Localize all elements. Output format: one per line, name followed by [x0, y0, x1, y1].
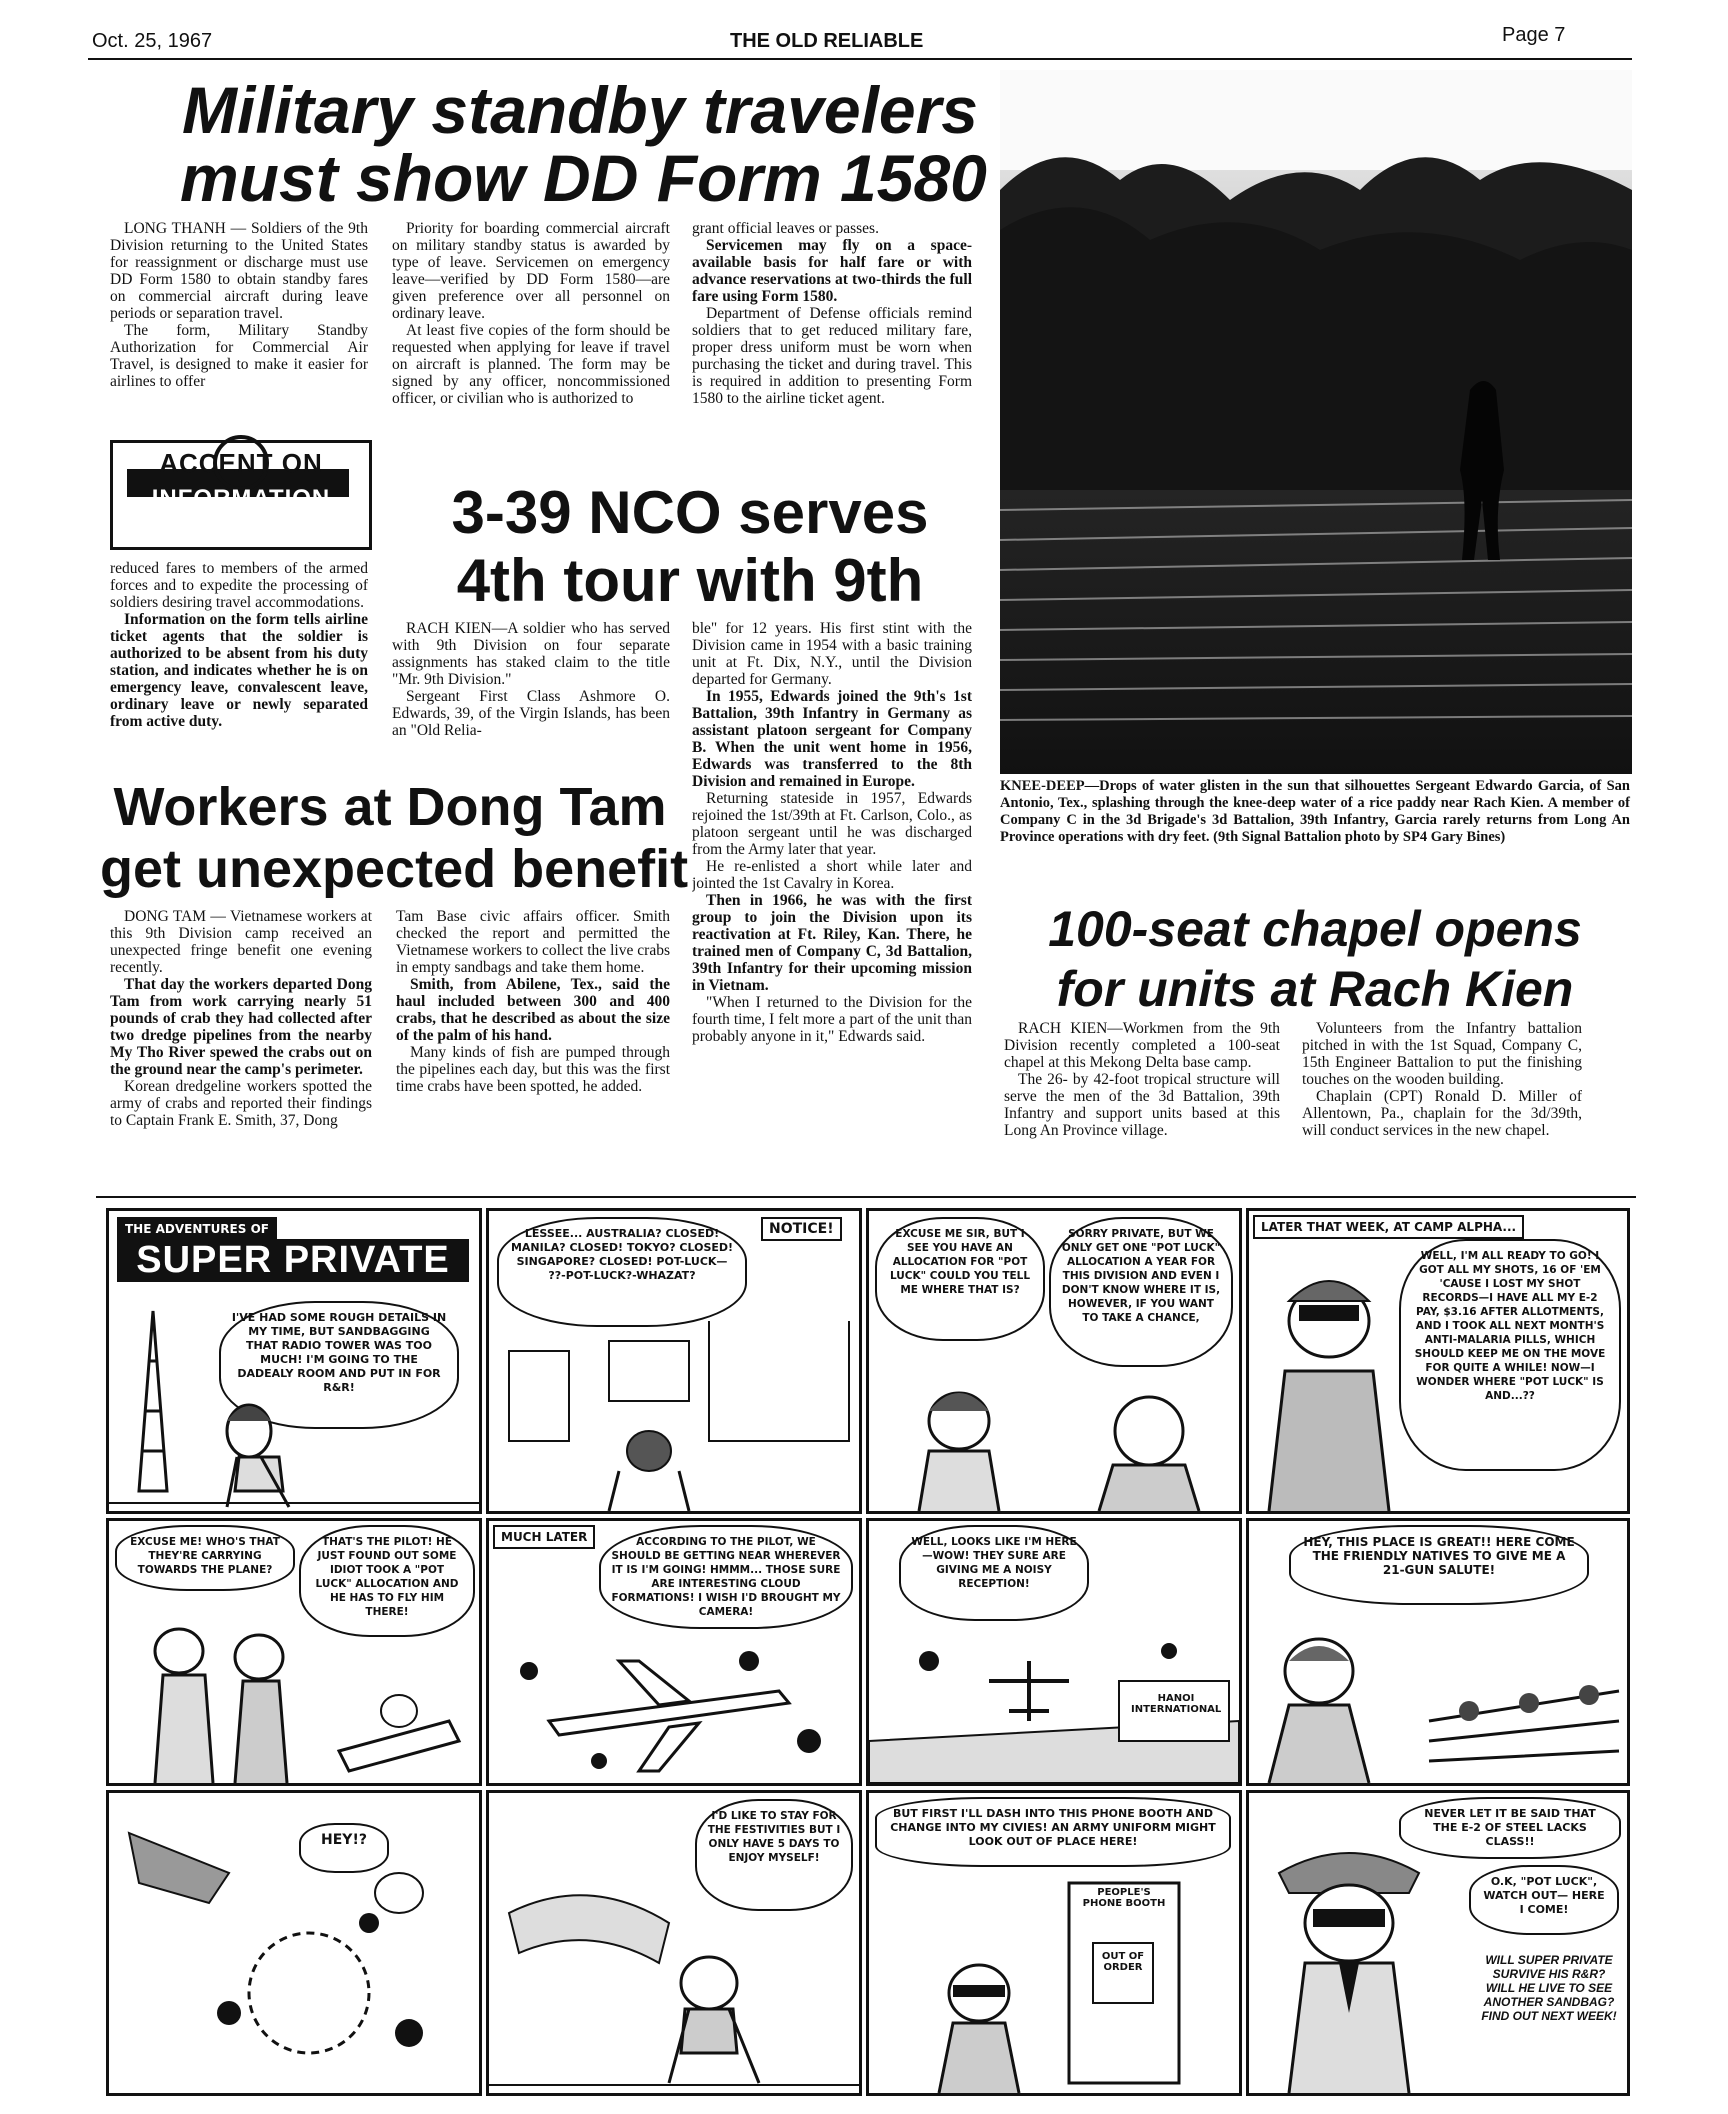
paragraph: Department of Defense officials remind soldiers that to get reduced military fare, proper dress uniform must be worn when purchasing the ticket and during travel. This is required in addition to presenting Form 1580 to the airline ticket agent. — [692, 305, 972, 407]
photo-caption: KNEE-DEEP—Drops of water glisten in the sun that silhouettes Sergeant Edwardo Garcia, of San Antonio, Tex., splashing through the knee-deep water of a rice paddy near Rach Kien. A member of Company C in the 3d Brigade's 3d Battalion, 39th Infantry, Garcia rarely returns from Long An Province operations with dry feet. (9th Signal Battalion photo by SP4 Gary Bines) — [1000, 778, 1630, 845]
speech-bubble: O.K, "POT LUCK", WATCH OUT— HERE I COME! — [1469, 1865, 1619, 1935]
speech-bubble: BUT FIRST I'LL DASH INTO THIS PHONE BOOTH AND CHANGE INTO MY CIVIES! AN ARMY UNIFORM MIGHT LOOK OUT OF PLACE HERE! — [875, 1797, 1231, 1867]
headline-chapel-2: for units at Rach Kien — [1056, 961, 1574, 1017]
soldier-tower-drawing — [109, 1291, 479, 1511]
issue-date: Oct. 25, 1967 — [92, 30, 213, 52]
paragraph: RACH KIEN—Workmen from the 9th Division recently completed a 100-seat chapel at this Mekong Delta base camp. — [1004, 1020, 1280, 1071]
phone-booth-drawing — [869, 1873, 1239, 2093]
headline-nco-2: 4th tour with 9th — [456, 547, 924, 614]
paragraph: Smith, from Abilene, Tex., said the haul included between 300 and 400 crabs, that he described as about the size of the palm of his hand. — [396, 976, 670, 1044]
speech-bubble: HEY!? — [299, 1823, 389, 1873]
paragraph: LONG THANH — Soldiers of the 9th Division returning to the United States for reassignment or discharge must use DD Form 1580 to obtain standby fares on commercial aircraft during leave periods or separation travel. — [110, 220, 368, 322]
phone-booth-sign: PEOPLE'S PHONE BOOTH — [1082, 1887, 1166, 1909]
article-nco-col1 — [392, 620, 670, 768]
paragraph: At least five copies of the form should be requested when applying for leave if travel on aircraft is planned. The form may be signed by any officer, noncommissioned officer, or civilian who is authorized to — [392, 322, 670, 407]
headline-military-standby-1: Military standby travelers — [182, 73, 978, 147]
paragraph: Many kinds of fish are pumped through the pipelines each day, but this was the first time crabs have been spotted, he added. — [396, 1044, 670, 1095]
comic-panel-3 — [866, 1208, 1242, 1514]
running-private-drawing — [489, 1853, 859, 2093]
comic-panel-2 — [486, 1208, 862, 1514]
speech-bubble: SORRY PRIVATE, BUT WE ONLY GET ONE "POT LUCK" ALLOCATION A YEAR FOR THIS DIVISION AND EVEN I DON'T KNOW WHERE IT IS, HOWEVER, IF YOU WANT TO TAKE A CHANCE, — [1049, 1217, 1233, 1367]
speech-bubble: HEY, THIS PLACE IS GREAT!! HERE COME THE FRIENDLY NATIVES TO GIVE ME A 21-GUN SALUTE! — [1289, 1525, 1589, 1605]
headline-chapel-1: 100-seat chapel opens — [1048, 901, 1582, 957]
paragraph: The 26- by 42-foot tropical structure will serve the men of the 3d Battalion, 39th Infantry and support units based at this Long An Province village. — [1004, 1071, 1280, 1139]
article-chapel-col2 — [1302, 1020, 1582, 1190]
paragraph: DONG TAM — Vietnamese workers at this 9th Division camp received an unexpected fringe benefit one evening recently. — [110, 908, 372, 976]
comic-title-small: THE ADVENTURES OF — [117, 1217, 277, 1241]
caption-box: MUCH LATER — [493, 1525, 595, 1549]
speech-bubble: ACCORDING TO THE PILOT, WE SHOULD BE GETTING NEAR WHEREVER IT IS I'M GOING! HMMM... THOSE SURE ARE INTERESTING CLOUD FORMATIONS! I WISH I'D BROUGHT MY CAMERA! — [599, 1525, 853, 1629]
logo-line2: INFORMATION — [151, 484, 331, 512]
paragraph: Servicemen may fly on a space-available basis for half fare or with advance reservations at two-thirds the full fare using Form 1580. — [692, 237, 972, 305]
article-dong-tam-col1 — [110, 908, 372, 1190]
paragraph: RACH KIEN—A soldier who has served with 9th Division on four separate assignments has staked claim to the title "Mr. 9th Division." — [392, 620, 670, 688]
explosion-drawing — [109, 1793, 479, 2093]
headline-dong-tam-1: Workers at Dong Tam — [113, 777, 667, 837]
paragraph: Sergeant First Class Ashmore O. Edwards, 39, of the Virgin Islands, has been an "Old Relia- — [392, 688, 670, 739]
speech-bubble: WELL, LOOKS LIKE I'M HERE—WOW! THEY SURE ARE GIVING ME A NOISY RECEPTION! — [899, 1525, 1089, 1621]
headline-nco-1: 3-39 NCO serves — [451, 479, 929, 546]
page-number: Page 7 — [1502, 24, 1566, 46]
paragraph: reduced fares to members of the armed forces and to expedite the processing of soldiers desiring travel accommodations. — [110, 560, 368, 611]
soldiers-firing-drawing — [1249, 1611, 1627, 1783]
article-nco-col2 — [692, 620, 972, 1188]
article-dong-tam-col2 — [396, 908, 670, 1190]
speech-bubble: I'D LIKE TO STAY FOR THE FESTIVITIES BUT I ONLY HAVE 5 DAYS TO ENJOY MYSELF! — [695, 1799, 853, 1911]
pilot-carried-drawing — [109, 1601, 479, 1783]
paragraph: Tam Base civic affairs officer. Smith checked the report and permitted the Vietnamese workers to collect the live crabs in empty sandbags and take them home. — [396, 908, 670, 976]
paragraph: Returning stateside in 1957, Edwards rejoined the 1st/39th at Ft. Carlson, Colo., as platoon sergeant until he was discharged from the Army later that year. — [692, 790, 972, 858]
rice-paddy-photo-image — [1000, 70, 1632, 774]
accent-on-information-logo — [110, 440, 372, 550]
paragraph: Volunteers from the Infantry battalion pitched in with the 1st Squad, Company C, 15th Engineer Battalion to put the finishing touches on the wooden building. — [1302, 1020, 1582, 1088]
paragraph: ble" for 12 years. His first stint with the Division came in 1954 with a basic training unit at Ft. Dix, N.Y., until the Division departed for Germany. — [692, 620, 972, 688]
paragraph: In 1955, Edwards joined the 9th's 1st Battalion, 39th Infantry in Germany as assistant platoon sergeant for Company B. When the unit went home in 1956, Edwards was transferred to the 8th Division and remained in Europe. — [692, 688, 972, 790]
comic-panel-7 — [866, 1518, 1242, 1786]
paragraph: Chaplain (CPT) Ronald D. Miller of Allentown, Pa., chaplain for the 3d/39th, will conduct services in the new chapel. — [1302, 1088, 1582, 1139]
airport-sign: HANOI INTERNATIONAL — [1131, 1693, 1222, 1715]
paragraph: Then in 1966, he was with the first group to join the Division upon its reactivation at Ft. Riley, Kan. There, he trained men of Company C, 3d Battalion, 39th Infantry for their upcoming mission in Vietnam. — [692, 892, 972, 994]
paragraph: The form, Military Standby Authorization for Commercial Air Travel, is designed to make it easier for airlines to offer — [110, 322, 368, 390]
article-military-col1 — [110, 220, 368, 420]
article-chapel-col1 — [1004, 1020, 1280, 1190]
article-military-col2 — [392, 220, 670, 466]
comic-panel-10 — [486, 1790, 862, 2096]
comic-divider — [96, 1196, 1636, 1198]
paragraph: grant official leaves or passes. — [692, 220, 879, 237]
out-of-order-sign: OUT OF ORDER — [1101, 1951, 1145, 1973]
header-rule — [88, 58, 1632, 60]
paragraph: Priority for boarding commercial aircraft on military standby status is awarded by type of leave. Servicemen on emergency leave—verified by DD Form 1580—are given preference over all personnel on ordinary leave. — [392, 220, 670, 322]
paragraph: That day the workers departed Dong Tam from work carrying nearly 51 pounds of crab they had collected after two dredge pipelines from the nearby My Tho River spewed the crabs out on the ground near the camp's perimeter. — [110, 976, 372, 1078]
article-military-col1-cont — [110, 560, 368, 764]
headline-dong-tam-2: get unexpected benefit — [100, 839, 689, 899]
speech-bubble: WELL, I'M ALL READY TO GO! I GOT ALL MY SHOTS, 16 OF 'EM 'CAUSE I LOST MY SHOT RECORDS—I HAVE ALL MY E-2 PAY, $3.16 AFTER ALLOTMENTS, AND I TOOK ALL NEXT MONTH'S ANTI-MALARIA PILLS, WHICH SHOULD KEEP ME ON THE MOVE FOR QUITE A WHILE! NOW—I WONDER WHERE "POT LUCK" IS AND...?? — [1399, 1239, 1621, 1471]
comic-panel-9 — [106, 1790, 482, 2096]
comic-panel-8 — [1246, 1518, 1630, 1786]
speech-bubble: EXCUSE ME! WHO'S THAT THEY'RE CARRYING TOWARDS THE PLANE? — [115, 1525, 295, 1591]
headline-military-standby-2: must show DD Form 1580 — [180, 141, 987, 215]
comic-title-big: SUPER PRIVATE — [117, 1239, 469, 1282]
officer-private-drawing — [869, 1361, 1239, 1511]
super-private-civies-drawing — [1249, 1813, 1469, 2093]
comic-panel-11 — [866, 1790, 1242, 2096]
speech-bubble: NEVER LET IT BE SAID THAT THE E-2 OF STEEL LACKS CLASS!! — [1399, 1797, 1621, 1859]
comic-panel-4 — [1246, 1208, 1630, 1514]
airplane-drawing — [489, 1631, 859, 1783]
speech-bubble: LESSEE... AUSTRALIA? CLOSED! MANILA? CLOSED! TOKYO? CLOSED! SINGAPORE? CLOSED! POT-LUCK— ??-POT-LUCK?-WHAZAT? — [497, 1217, 747, 1327]
bulletin-board-drawing — [489, 1321, 859, 1511]
notice-sign: NOTICE! — [761, 1217, 842, 1241]
next-week-caption: WILL SUPER PRIVATE SURVIVE HIS R&R? WILL HE LIVE TO SEE ANOTHER SANDBAG? FIND OUT NEXT WEEK! — [1481, 1953, 1617, 2023]
article-military-col3 — [692, 220, 972, 466]
paragraph: Information on the form tells airline ticket agents that the soldier is authorized to be absent from his duty station, and indicates whether he is on emergency leave, convalescent leave, ordinary leave or newly separated from active duty. — [110, 611, 368, 730]
caption-box: LATER THAT WEEK, AT CAMP ALPHA... — [1253, 1215, 1524, 1239]
speech-bubble: I'VE HAD SOME ROUGH DETAILS IN MY TIME, BUT SANDBAGGING THAT RADIO TOWER WAS TOO MUCH! I'M GOING TO THE DADEALY ROOM AND PUT IN FOR R&R! — [219, 1301, 459, 1429]
comic-panel-12 — [1246, 1790, 1630, 2096]
paragraph: Korean dredgeline workers spotted the army of crabs and reported their findings to Captain Frank E. Smith, 37, Dong — [110, 1078, 372, 1129]
comic-panel-1 — [106, 1208, 482, 1514]
logo-line1: ACCENT ON — [159, 447, 323, 478]
comic-panel-5 — [106, 1518, 482, 1786]
paper-name: THE OLD RELIABLE — [730, 30, 924, 52]
paragraph: "When I returned to the Division for the fourth time, I felt more a part of the unit than probably anyone in it," Edwards said. — [692, 994, 972, 1045]
comic-panel-6 — [486, 1518, 862, 1786]
super-private-drawing — [1249, 1251, 1419, 1511]
speech-bubble: THAT'S THE PILOT! HE JUST FOUND OUT SOME IDIOT TOOK A "POT LUCK" ALLOCATION AND HE HAS TO FLY HIM THERE! — [299, 1525, 475, 1637]
rice-paddy-photo — [1000, 70, 1632, 774]
speech-bubble: EXCUSE ME SIR, BUT I SEE YOU HAVE AN ALLOCATION FOR "POT LUCK" COULD YOU TELL ME WHERE THAT IS? — [875, 1217, 1045, 1341]
paragraph: He re-enlisted a short while later and jointed the 1st Cavalry in Korea. — [692, 858, 972, 892]
